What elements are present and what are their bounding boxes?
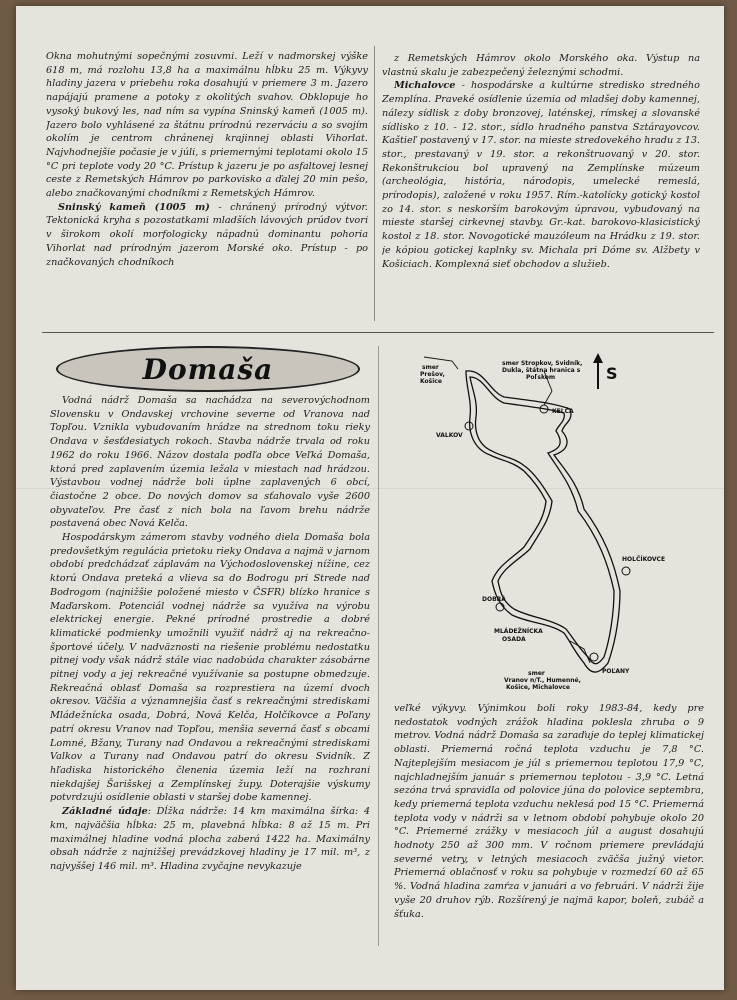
map-label: smer Stropkov, Svidník,: [502, 360, 583, 367]
paragraph: z Remetských Hámrov okolo Morského oka. Výstup na vlastnú skalu je zabezpečený železnými schodmi.: [382, 53, 700, 78]
town-markers: [465, 405, 630, 661]
map-label-kelca: KELČA: [552, 408, 574, 415]
map-label: Košice, Michalovce: [506, 684, 570, 691]
top-right-column: [382, 52, 700, 324]
main-column: [50, 394, 370, 954]
paragraph: Hospodárskym zámerom stavby vodného diela Domaša bola predovšetkým regulácia prietoku rieky Ondava a najmä v jarnom období predchádzať záplavám na Východoslovenskej nížine, cez ktorú Ondava preteká a vlieva sa do Bodrogu pri Strede nad Bodrogom (najnižšie položené miesto v ČSFR) blízko hranice s Maďarskom. Potenciál vodnej nádrže sa využíva na výrobu elektrickej energie. Pekné prírodné prostredie a dobré klimatické podmienky umožnili využiť nádrž aj na rekreačno-športové účely. V nadväznosti na riešenie problému nedostatku pitnej vody však nádrž stále viac nadobúda charakter zásobárne pitnej vody a jej rekreačné využívanie sa postupne obmedzuje. Rekreačná oblasť Domaša sa rozprestiera na území dvoch okresov. Väčšia a významnejšia časť s rekreačnými strediskami Mládežnícka osada, Dobrá, Nová Kelča, Holčíkovce a Poľany patrí okresu Vranov nad Topľou, menšia severná časť s obcami Lomné, Bžany, Turany nad Ondavou a rekreačnými strediskami Valkov a Turany nad Ondavou patrí do okresu Svidník. Z hľadiska historického členenia územia leží na rozhraní niekdajšej Šarišskej a Zemplínskej župy. Doterajšie výskumy potvrdzujú osídlenie oblasti v staršej dobe kamennej.: [50, 532, 370, 804]
map-label-holcikovce: HOLČÍKOVCE: [622, 556, 666, 563]
north-label: S: [606, 364, 618, 383]
map-label: Vranov n/T., Humenné,: [504, 677, 581, 684]
heading-zakladne-udaje: Základné údaje: [62, 806, 148, 818]
map-label: Košice: [420, 378, 442, 385]
heading-michalovce: Michalovce: [394, 80, 456, 92]
paragraph: veľké výkyvy. Výnimkou boli roky 1983-84, kedy pre nedostatok vodných zrážok hladina poklesla zhruba o 9 metrov. Vodná nádrž Domaša sa zaraďuje do teplej klimatickej oblasti. Priemerná ročná teplota vzduchu je 7,8 °C. Najteplejším mesiacom je júl s priemernou teplotou 17,9 °C, najchladnejším január s priemernou teplotou - 3,9 °C. Letná sezóna trvá spravidla od polovice júna do polovice septembra, kedy priemerná teplota vzduchu neklesá pod 15 °C. Priemerná teplota vody v nádrži sa v letnom období pohybuje okolo 20 °C. Priemerné zrážky v mesiacoch júl a august dosahujú hodnoty 250 až 300 mm. V ročnom priemere prevládajú severné vetry, v letných mesiacoch zväčša južný vietor. Priemerná oblačnosť v roku sa pohybuje v rozmedzí 60 až 65 %. Vodná hladina zamŕza v januári a vo februári. V nádrži žije vyše 20 druhov rýb. Rozšírený je najmä kapor, boleň, zubáč a šťuka.: [394, 703, 704, 920]
paragraph: [50, 805, 370, 874]
paragraph-text: : Dĺžka nádrže: 14 km maximálna šírka: 4 km, najväčšia hĺbka: 25 m, plavebná hĺbka: 8 až 15 m. Pri maximálnej hladine vodná plocha zaberá 1422 ha. Maximálny obsah nádrže z najnižšej prevádzkovej hladiny je 17 mil. m³, z najvyššej 146 mil. m³. Hladina zvyčajne nevykazuje: [50, 806, 370, 872]
column-divider: [374, 46, 375, 321]
heading-sninsky-kamen: Sninský kameň (1005 m): [58, 201, 210, 213]
top-left-column: [46, 50, 368, 326]
map-label-mladeznicka: MLÁDEŽNÍCKA: [494, 628, 543, 635]
bottom-right-column: [394, 702, 704, 942]
map-label-dobra: DOBRÁ: [482, 596, 506, 603]
title-banner: [56, 346, 360, 392]
north-arrow-icon: [593, 353, 603, 389]
map-label-mladeznicka: OSADA: [502, 636, 526, 643]
town-marker: [622, 567, 630, 575]
map-label-polany: POĽANY: [602, 668, 630, 675]
paragraph-text: - chránený prírodný výtvor. Tektonická kryha s pozostatkami mladších lávových prúdov tvorí v širokom okolí morfologicky nápadnú dominantu pohoria Vihorlat nad prírodným jazerom Morské oko. Prístup - po značkovaných chodníkoch: [46, 201, 368, 268]
paragraph-text: - hospodárske a kultúrne stredisko stredného Zemplína. Praveké osídlenie územia od mladšej doby kamennej, nálezy sídlisk z doby bronzovej, laténskej, rímskej a slovanské sídlisko z 10. - 12. stor., sídlo hradného panstva Sztárayovcov. Kaštieľ postavený v 17. stor. na mieste stredovekého hradu z 13. stor., prestavaný v 19. stor. a rekonštruovaný v 20. stor. Rekonštrukciou bol upravený na Zemplínske múzeum (archeológia, história, národopis, umelecké remeslá, prírodopis), založené v roku 1957. Rím.-katolícky gotický kostol zo 14. stor. s neskorším barokovým úpravou, vybudovaný na mieste staršej cirkevnej stavby. Gr.-kat. barokovo-klasicistický kostol z 18. stor. Novogotické mauzóleum na Hrádku z 19. stor. je kópiou gotickej kaplnky sv. Michala pri Dóme sv. Alžbety v Košiciach. Komplexná sieť obchodov a služieb.: [382, 80, 700, 270]
map-label: Poľskom: [526, 374, 556, 381]
paragraph: Vodná nádrž Domaša sa nachádza na severovýchodnom Slovensku v Ondavskej vrchovine severne od Vranova nad Topľou. Vznikla vybudovaním hrádze na strednom toku rieky Ondava v šesťdesiatych rokoch. Stavba nádrže trvala od roku 1962 do roku 1966. Názov dostala podľa obce Veľká Domaša, ktorá pred zaplavením územia ležala v miestach nad hrádzou. Výstavbou vodnej nádrže boli úplne zaplavených 6 obcí, čiastočne 2 obce. Do nových domov sa sťahovalo vyše 2600 obyvateľov. Pre časť z nich bola na ľavom brehu nádrže postavená obec Nová Kelča.: [50, 395, 370, 530]
newspaper-page: [16, 6, 724, 990]
column-divider: [378, 346, 379, 946]
paragraph: [382, 79, 700, 271]
map-label: smer: [528, 670, 545, 677]
paragraph: [46, 201, 368, 270]
section-divider: [42, 332, 714, 333]
map-label-valkov: VALKOV: [436, 432, 463, 439]
lake-map: [394, 351, 700, 696]
map-label: Prešov,: [420, 371, 445, 378]
page-title: Domaša: [142, 352, 274, 386]
paragraph: Okna mohutnými sopečnými zosuvmi. Leží v nadmorskej výške 618 m, má rozlohu 13,8 ha a maximálnu hĺbku 25 m. Výkyvy hladiny jazera v priebehu roka dosahujú v priemere 3 m. Jazero napájajú pramene a potoky z okolitých svahov. Obklopuje ho vysoký bukový les, nad ním sa vypína Sninský kameň (1005 m). Jazero bolo vyhlásené za štátnu prírodnú rezerváciu a so svojím okolím je centrom chránenej krajinnej oblasti Vihorlat. Najvhodnejšie počasie je v júli, s priemernými teplotami okolo 15 °C pri teplote vody 20 °C. Prístup k jazeru je po asfaltovej lesnej ceste z Remetských Hámrov po parkovisko a ďalej 20 min pešo, alebo značkovanými chodníkmi z Remetských Hámrov.: [46, 51, 368, 200]
lake-outline: [466, 371, 620, 672]
town-marker: [590, 653, 598, 661]
map-label: smer: [422, 364, 439, 371]
map-label: Dukla, štátna hranica s: [502, 367, 581, 374]
